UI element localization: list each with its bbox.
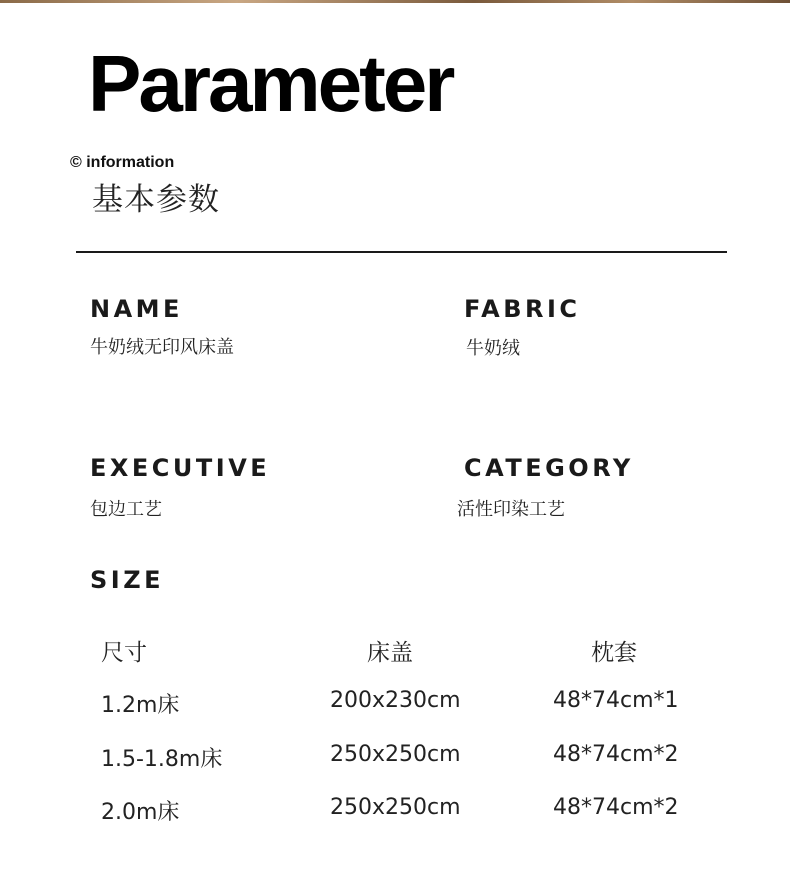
table-cell: 48*74cm*1	[553, 688, 679, 713]
table-header-bedcover: 床盖	[367, 640, 413, 666]
table-header-pillowcase: 枕套	[591, 640, 637, 666]
table-cell: 250x250cm	[330, 795, 461, 820]
table-cell: 250x250cm	[330, 742, 461, 767]
information-subtitle: © information	[70, 154, 175, 171]
top-accent-bar	[0, 0, 790, 3]
category-value: 活性印染工艺	[457, 499, 565, 520]
table-cell: 1.2m床	[101, 693, 180, 718]
category-label: CATEGORY	[464, 454, 634, 482]
table-cell: 1.5-1.8m床	[101, 747, 223, 772]
table-cell: 48*74cm*2	[553, 795, 679, 820]
table-header-size: 尺寸	[101, 640, 147, 666]
executive-value: 包边工艺	[90, 499, 162, 520]
fabric-value: 牛奶绒	[466, 338, 520, 359]
name-value: 牛奶绒无印风床盖	[90, 337, 234, 358]
executive-label: EXECUTIVE	[90, 454, 271, 482]
divider-line	[76, 251, 727, 253]
size-label: SIZE	[90, 566, 165, 594]
table-cell: 200x230cm	[330, 688, 461, 713]
table-cell: 2.0m床	[101, 800, 180, 825]
name-label: NAME	[90, 295, 183, 323]
table-cell: 48*74cm*2	[553, 742, 679, 767]
page-title: Parameter	[88, 39, 453, 128]
fabric-label: FABRIC	[464, 295, 581, 323]
chinese-title: 基本参数	[92, 182, 220, 218]
